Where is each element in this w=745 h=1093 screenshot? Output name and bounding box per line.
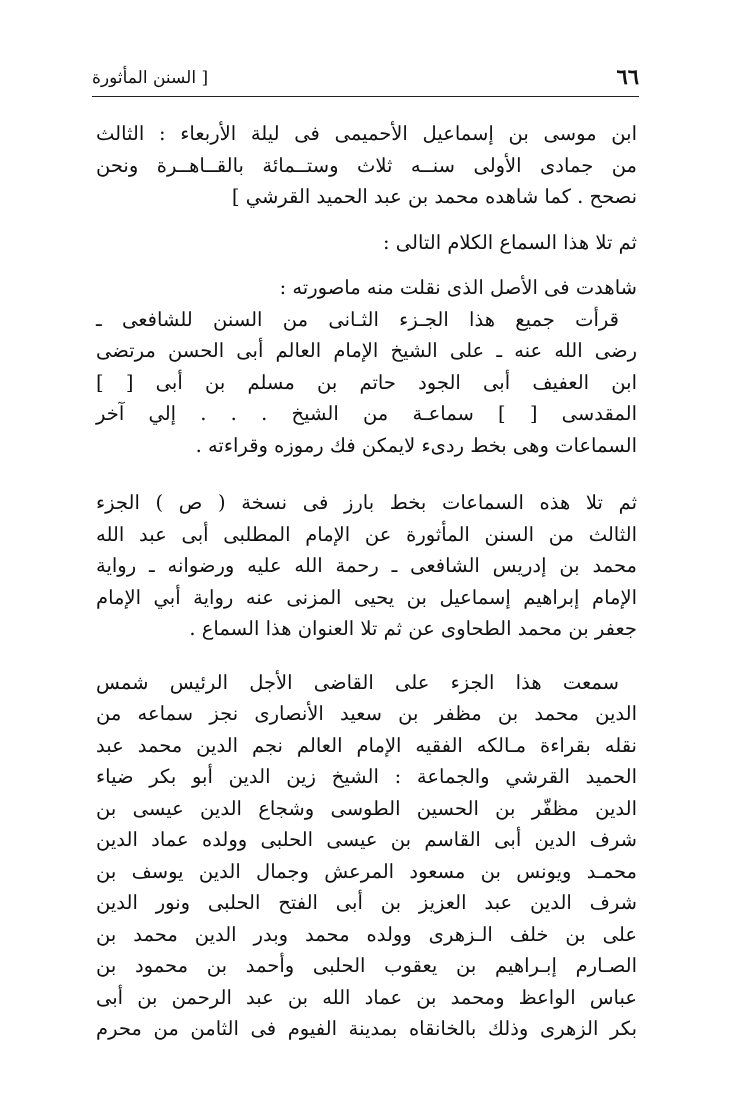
page-body xyxy=(96,118,637,1045)
paragraph-transition xyxy=(96,227,637,259)
text-line: عباس الواعظ ومحمد بن عماد الله بن عبد الرحمن بن أبى xyxy=(96,985,637,1009)
page-number: ٦٦ xyxy=(616,64,639,89)
text-line: الإمام إبراهيم إسماعيل بن يحيى المزنى عنه رواية أبي الإمام xyxy=(96,585,637,609)
text-line: بكر الزهرى وذلك بالخانقاه بمدينة الفيوم فى الثامن من محرم xyxy=(96,1017,637,1040)
text-line: الحميد القرشي والجماعة : الشيخ زين الدين أبو بكر ضياء xyxy=(96,765,637,788)
text-line: محمد بن إدريس الشافعى ـ رحمة الله عليه ورضوانه ـ رواية xyxy=(96,554,637,577)
text-line: جعفر بن محمد الطحاوى عن ثم تلا العنوان هذا السماع . xyxy=(189,617,637,640)
text-line: الدين مظفّر بن الحسين الطوسى وشجاع الدين عيسى بن xyxy=(96,796,637,820)
text-line: ابن موسى بن إسماعيل الأحميمى فى ليلة الأربعاء : الثالث xyxy=(96,122,637,145)
text-line: قرأت جميع هذا الجـزء الثـانى من السنن للشافعى ـ xyxy=(96,307,619,331)
text-line: سمعت هذا الجزء على القاضى الأجل الرئيس شمس xyxy=(96,670,619,694)
paragraph-audition-record xyxy=(96,667,637,1045)
text-line: ثم تلا هذا السماع الكلام التالى : xyxy=(383,230,637,254)
text-line: المقدسى [ ] سماعـة من الشيخ . . . إلي آخر xyxy=(96,402,637,425)
text-line: محمـد ويونس بن مسعود المرعش وجمال الدين يوسف بن xyxy=(96,859,637,883)
paragraph-colophon-end xyxy=(96,118,637,213)
text-line: على بن خلف الـزهرى وولده محمد وبدر الدين محمد بن xyxy=(96,922,637,946)
text-line: رضى الله عنه ـ على الشيخ الإمام العالم أبى الحسن مرتضى xyxy=(96,339,637,362)
text-line: الثالث من السنن المأثورة عن الإمام المطلبى أبى عبد الله xyxy=(96,522,637,546)
text-line: السماعات وهى بخط ردىء لايمكن فك رموزه وقراءته . xyxy=(195,433,637,457)
text-line: ابن العفيف أبى الجود حاتم بن مسلم بن أبى [ ] xyxy=(96,370,637,394)
text-line: شاهدت فى الأصل الذى نقلت منه ماصورته : xyxy=(279,276,637,299)
text-line: نصحح . كما شاهده محمد بن عبد الحميد القرشي ] xyxy=(231,185,637,208)
text-line: شرف الدين أبى القاسم بن عيسى الحلبى وولده عماد الدين xyxy=(96,828,637,851)
text-line: الدين محمد بن مظفر بن سعيد الأنصارى نجز سماعه من xyxy=(96,702,637,725)
text-line: ثم تلا هذه السماعات بخط بارز فى نسخة ( ص ) الجزء xyxy=(96,491,637,514)
paragraph-manuscript-title xyxy=(96,487,637,645)
text-line: من جمادى الأولى سنــه ثلاث وستــمائة بالقــاهــرة ونحن xyxy=(96,153,637,177)
paragraph-audition-note xyxy=(96,272,637,461)
running-header-title: [ السنن المأثورة xyxy=(92,68,209,88)
text-line: شرف الدين عبد العزيز بن أبى الفتح الحلبى ونور الدين xyxy=(96,891,637,914)
running-header xyxy=(92,64,639,97)
text-line: نقله بقراءة مـالكه الفقيه الإمام العالم نجم الدين محمد عبد xyxy=(96,733,637,757)
text-line: الصـارم إبـراهيم بن يعقوب الحلبى وأحمد بن محمود بن xyxy=(96,954,637,977)
